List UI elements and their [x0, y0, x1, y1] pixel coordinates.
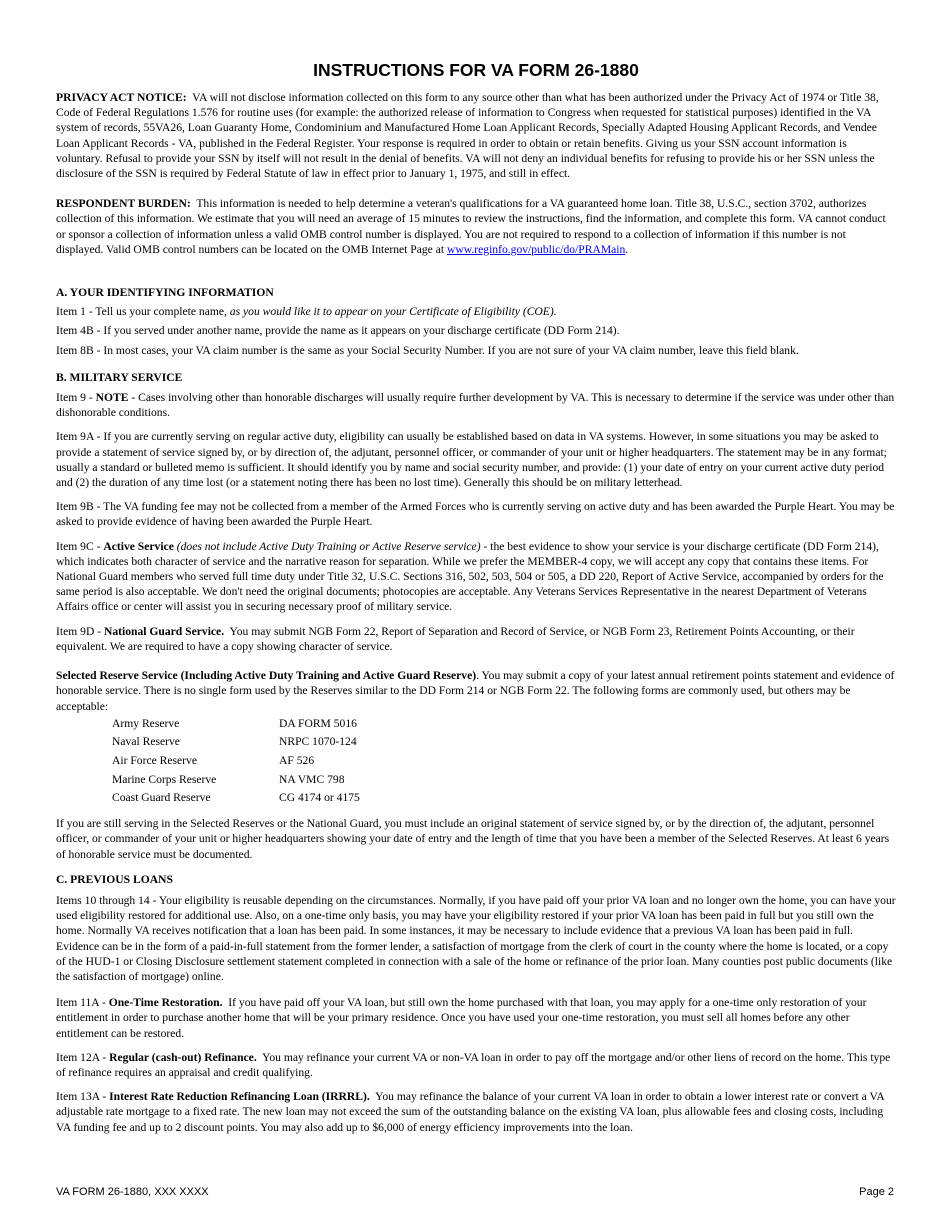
- section-c-heading: C. PREVIOUS LOANS: [56, 872, 173, 886]
- item-9-prefix: Item 9 -: [56, 391, 93, 405]
- item-9a: Item 9A - If you are currently serving on regular active duty, eligibility can usually be established based on data in VA systems. However, in some situations you may be asked to provide a statement of service signed by, or by direction of, the adjutant, personnel officer, or commander of your unit or higher headquarters. The statement may be in any format; usually a standard or bulleted memo is sufficient. It should identify you by name and social security number, and provide: (1) your date of entry on your current active duty period and (2) the duration of any time lost (or a statement noting there has been no lost time). Generally this should be on military letterhead.: [56, 430, 887, 490]
- item-9-text: - Cases involving other than honorable discharges will usually require further development by VA. This is necessary to determine if the service was under other than dishonorable conditions.: [56, 391, 895, 420]
- item-11a-text: If you have paid off your VA loan, but still own the home purchased with that loan, you may apply for a one-time only restoration of your entitlement in order to purchase another home that will be your primary residence. Once you have used your one-time restoration, you must sell all homes before any other entitlement can be restored.: [56, 996, 867, 1040]
- item-12a-bold: Regular (cash-out) Refinance.: [109, 1050, 257, 1064]
- item-13a: [56, 1089, 896, 1135]
- item-8b: Item 8B - In most cases, your VA claim number is the same as your Social Security Number. If you are not sure of your VA claim number, leave this field blank.: [56, 343, 799, 357]
- table-row: [112, 770, 360, 789]
- section-a-heading: A. YOUR IDENTIFYING INFORMATION: [56, 286, 274, 300]
- respondent-burden: [56, 196, 896, 257]
- document-page: [56, 0, 896, 1135]
- reserve-form: CG 4174 or 4175: [279, 791, 360, 805]
- item-9c-italic: (does not include Active Duty Training or Active Reserve service): [176, 539, 481, 553]
- table-row: [112, 732, 360, 751]
- privacy-text: VA will not disclose information collected on this form to any source other than what has been authorized under the Privacy Act of 1974 or Title 38, Code of Federal Regulations 1.576 for routine uses (for example: the authorized release of information to Congress when requested for statistical purposes) identified in the VA system of records, 55VA26, Loan Guaranty Home, Condominium and Manufactured Home Loan Applicant Records, Specially Adapted Housing Applicant Records, and Vendee Loan Applicant Records - VA, published in the Federal Register. Your response is required in order to obtain or retain benefits. Giving us your SSN account information is voluntary. Refusal to provide your SSN by itself will not result in the denial of benefits. VA will not deny an individual benefits for refusing to provide his or her SSN unless the disclosure of the SSN is required by Federal Statute of law in effect prior to January 1, 1975, and still in effect.: [56, 91, 879, 181]
- item-1-italic: as you would like it to appear on your Certificate of Eligibility (COE).: [229, 305, 557, 319]
- item-9d-prefix: Item 9D -: [56, 624, 102, 638]
- burden-label: RESPONDENT BURDEN:: [56, 197, 191, 211]
- item-9d-bold: National Guard Service.: [103, 624, 225, 638]
- section-b-heading: B. MILITARY SERVICE: [56, 370, 183, 384]
- item-1-text: Item 1 - Tell us your complete name,: [56, 305, 227, 319]
- item-12a: [56, 1050, 896, 1080]
- reserve-form: AF 526: [279, 753, 315, 767]
- page-title: INSTRUCTIONS FOR VA FORM 26-1880: [313, 60, 639, 80]
- selected-reserve-bold: Selected Reserve Service (Including Active Duty Training and Active Guard Reserve): [56, 669, 477, 683]
- item-9c-bold: Active Service: [103, 539, 174, 553]
- item-11a-prefix: Item 11A -: [56, 996, 106, 1010]
- item-11a: [56, 995, 896, 1041]
- item-13a-prefix: Item 13A -: [56, 1090, 107, 1104]
- table-row: [112, 714, 360, 733]
- item-9c: [56, 539, 896, 615]
- item-9-note: NOTE: [95, 391, 129, 405]
- item-12a-prefix: Item 12A -: [56, 1050, 107, 1064]
- item-9c-prefix: Item 9C -: [56, 539, 101, 553]
- reserve-branch: Marine Corps Reserve: [112, 772, 217, 786]
- selected-reserve: [56, 668, 896, 714]
- item-1: [56, 304, 896, 319]
- item-13a-text: You may refinance the balance of your current VA loan in order to obtain a lower interest rate or convert a VA adjustable rate mortgage to a fixed rate. The new loan may not exceed the sum of the outstanding balance on the existing VA loan, plus allowable fees and closing costs, including VA funding fee and up to 2 discount points. You may also add up to $6,000 of energy efficiency improvements into the loan.: [56, 1090, 885, 1134]
- footer-form-id: VA FORM 26-1880, XXX XXXX: [56, 1186, 209, 1198]
- omb-link[interactable]: www.reginfo.gov/public/do/PRAMain: [447, 242, 626, 256]
- reserve-branch: Naval Reserve: [112, 735, 180, 749]
- reserve-branch: Air Force Reserve: [112, 753, 197, 767]
- selected-reserve-text: . You may submit a copy of your latest annual retirement points statement and evidence of honorable service. There is no single form used by the Reserves similar to the DD Form 214 or NGB Form 22. The following forms are commonly used, but others may be acceptable:: [56, 669, 895, 713]
- reserve-forms-table: [112, 714, 360, 807]
- item-9c-text: - the best evidence to show your service is your discharge certificate (DD Form 214), which indicates both character of service and the narrative reason for separation. While we prefer the MEMBER-4 copy, we will accept any copy that contains these items. For National Guard members who served full time duty under Title 32, U.S.C. Sections 316, 502, 503, 504 or 505, a DD 220, Report of Active Service, accompanied by orders for the same period is also acceptable. We don't need the original documents; photocopies are acceptable. Any Veterans Services Representative in the nearest Department of Veterans Affairs office or center will assist you in securing necessary proof of military service.: [56, 539, 884, 614]
- item-11a-bold: One-Time Restoration.: [108, 996, 223, 1010]
- privacy-label: PRIVACY ACT NOTICE:: [56, 91, 187, 104]
- item-4b: Item 4B - If you served under another name, provide the name as it appears on your discharge certificate (DD Form 214).: [56, 324, 620, 338]
- burden-end: .: [625, 242, 629, 256]
- item-13a-bold: Interest Rate Reduction Refinancing Loan (IRRRL).: [109, 1090, 370, 1104]
- still-serving: If you are still serving in the Selected Reserves or the National Guard, you must include an original statement of service signed by, or by the direction of, the adjutant, personnel officer, or commander of your unit or higher headquarters showing your date of entry and the length of time that you have been a member of the Selected Reserves. At least 6 years of honorable service must be documented.: [56, 817, 890, 861]
- item-9d-text: You may submit NGB Form 22, Report of Separation and Record of Service, or NGB Form 23, Retirement Points Accounting, or their equivalent. We are required to have a copy showing character of service.: [56, 624, 855, 653]
- item-9: [56, 390, 896, 420]
- item-12a-text: You may refinance your current VA or non-VA loan in order to pay off the mortgage and/or other liens of record on the home. This type of refinance requires an appraisal and credit qualifying.: [56, 1050, 891, 1079]
- item-9d: [56, 624, 896, 654]
- reserve-branch: Coast Guard Reserve: [112, 791, 211, 805]
- footer-page-number: Page 2: [859, 1186, 894, 1198]
- table-row: [112, 751, 360, 770]
- reserve-form: NA VMC 798: [279, 772, 345, 786]
- privacy-act-notice: [56, 90, 896, 181]
- reserve-branch: Army Reserve: [112, 716, 180, 730]
- reserve-form: NRPC 1070-124: [279, 735, 357, 749]
- items-10-14: Items 10 through 14 - Your eligibility is reusable depending on the circumstances. Normally, if you have paid off your prior VA loan and no longer own the home, you can have your used eligibility restored for additional use. Also, on a one-time only basis, you may have your eligibility restored if your prior VA loan has been paid in full but you still own the home. Normally VA receives notification that a loan has been paid. In some instances, it may be necessary to include evidence that a previous VA loan has been paid in full. Evidence can be in the form of a paid-in-full statement from the former lender, a satisfaction of mortgage from the clerk of court in the county where the home is located, or a copy of the HUD-1 or Closing Disclosure settlement statement completed in connection with a sale of the home or refinance of the prior loan. Many counties post public documents (like the satisfaction of mortgage) online.: [56, 893, 896, 983]
- reserve-form: DA FORM 5016: [279, 716, 357, 730]
- table-row: [112, 788, 360, 807]
- burden-text: This information is needed to help determine a veteran's qualifications for a VA guaranteed home loan. Title 38, U.S.C., section 3702, authorizes collection of this information. We estimate that you will need an average of 15 minutes to review the instructions, find the information, and complete this form. VA cannot conduct or sponsor a collection of information unless a valid OMB control number is displayed. You are not required to respond to a collection of information if this number is not displayed. Valid OMB control numbers can be located on the OMB Internet Page at: [56, 197, 886, 256]
- item-9b: Item 9B - The VA funding fee may not be collected from a member of the Armed Forces who is currently serving on active duty and has been awarded the Purple Heart. You may be asked to provide evidence of having been awarded the Purple Heart.: [56, 500, 895, 529]
